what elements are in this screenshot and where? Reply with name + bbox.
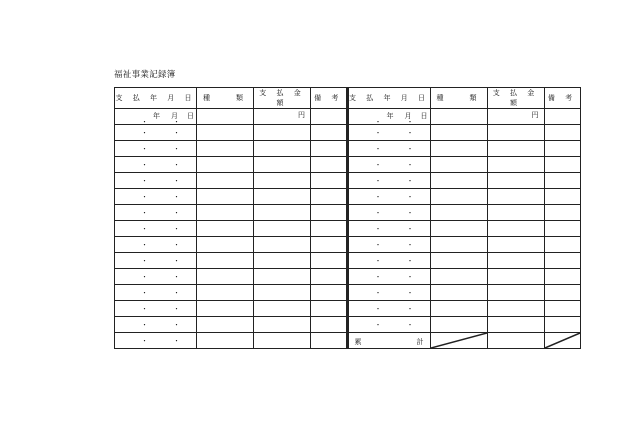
total-label-char: 累 [354,338,362,346]
date-separator-dot: ・ [141,305,148,313]
note-cell[interactable] [544,125,580,141]
header-amount: 支 払 金 額 [487,88,544,109]
kind-cell[interactable] [197,173,254,189]
date-cell[interactable] [348,221,430,237]
date-separator-dot: ・ [173,337,180,345]
date-separator-dot: ・ [141,177,148,185]
note-cell[interactable] [311,301,347,317]
date-cell[interactable] [348,317,430,333]
date-separator-dot: ・ [374,305,382,313]
kind-cell[interactable] [430,109,487,125]
amount-cell[interactable] [254,301,311,317]
note-cell[interactable] [544,237,580,253]
amount-cell[interactable] [487,269,544,285]
ledger-row [348,157,580,173]
date-unit-label: 日 [420,112,428,120]
date-separator-dot: ・ [173,289,180,297]
ledger-row [348,109,580,125]
note-cell[interactable] [544,157,580,173]
date-separator-dot: ・ [173,321,180,329]
date-separator-dot: ・ [141,273,148,281]
date-separator-dot: ・ [374,273,382,281]
kind-cell[interactable] [430,317,487,333]
ledger-row [348,301,580,317]
date-separator-dot: ・ [141,209,148,217]
date-cell[interactable] [348,109,430,125]
note-cell[interactable] [311,237,347,253]
date-separator-dot: ・ [173,273,180,281]
date-cell[interactable] [348,301,430,317]
kind-cell[interactable] [197,237,254,253]
date-unit-label: 月 [171,112,178,120]
note-cell[interactable] [544,269,580,285]
ledger-left [114,87,348,349]
note-cell[interactable] [544,285,580,301]
kind-cell[interactable] [430,173,487,189]
amount-cell[interactable] [487,253,544,269]
date-cell[interactable] [348,173,430,189]
note-cell[interactable] [311,221,347,237]
date-separator-dot: ・ [374,145,382,153]
kind-cell[interactable] [197,141,254,157]
amount-cell[interactable] [487,189,544,205]
ledger-row [115,317,347,333]
amount-cell[interactable] [487,237,544,253]
kind-cell[interactable] [430,253,487,269]
date-cell[interactable] [348,269,430,285]
yen-unit-label: 円 [298,111,305,119]
ledger-row [115,173,347,189]
date-cell[interactable] [348,253,430,269]
note-cell[interactable] [311,205,347,221]
header-note: 備 考 [544,88,580,109]
ledger-row [115,109,347,125]
amount-cell[interactable] [254,237,311,253]
amount-cell[interactable] [487,205,544,221]
document-title: 福祉事業記録簿 [114,70,176,80]
date-separator-dot: ・ [173,161,180,169]
kind-cell[interactable] [197,109,254,125]
date-cell[interactable] [115,157,197,173]
header-row [348,88,580,109]
note-cell[interactable] [311,141,347,157]
date-separator-dot: ・ [374,321,382,329]
header-kind: 種 類 [197,88,254,109]
total-row [348,333,580,349]
kind-cell[interactable] [430,125,487,141]
note-cell[interactable] [544,301,580,317]
date-cell[interactable] [115,109,197,125]
date-cell[interactable] [115,141,197,157]
kind-cell[interactable] [430,237,487,253]
amount-cell[interactable] [254,285,311,301]
date-cell[interactable] [348,141,430,157]
date-separator-dot: ・ [374,209,382,217]
amount-cell[interactable] [254,173,311,189]
date-separator-dot: ・ [374,161,382,169]
header-note: 備 考 [311,88,347,109]
kind-cell[interactable] [197,125,254,141]
ledger-row [115,221,347,237]
note-cell[interactable] [544,317,580,333]
date-separator-dot: ・ [406,257,414,265]
date-separator-dot: ・ [406,289,414,297]
kind-cell[interactable] [197,189,254,205]
date-separator-dot: ・ [173,257,180,265]
date-separator-dot: ・ [406,241,414,249]
date-separator-dot: ・ [173,129,180,137]
amount-cell[interactable] [254,189,311,205]
date-separator-dot: ・ [374,177,382,185]
date-separator-dot: ・ [173,193,180,201]
amount-cell[interactable] [254,125,311,141]
kind-cell[interactable] [430,189,487,205]
diagonal-strike [431,333,487,348]
amount-cell[interactable] [487,317,544,333]
date-separator-dot: ・ [141,225,148,233]
ledger-row [348,189,580,205]
total-label-cell [348,333,430,349]
header-row [115,88,347,109]
date-separator-dot: ・ [141,257,148,265]
date-separator-dot: ・ [406,225,414,233]
date-cell[interactable] [115,317,197,333]
date-unit-label: 年 [153,112,160,120]
ledger-row [115,285,347,301]
note-cell[interactable] [311,189,347,205]
amount-cell[interactable] [254,317,311,333]
date-separator-dot: ・ [141,321,148,329]
date-separator-dot: ・ [406,177,414,185]
ledger-row [348,269,580,285]
date-separator-dot: ・ [406,305,414,313]
date-separator-dot: ・ [141,118,148,125]
date-separator-dot: ・ [141,289,148,297]
note-cell[interactable] [311,125,347,141]
date-separator-dot: ・ [173,305,180,313]
ledger-row [115,237,347,253]
ledger-row [115,333,347,349]
total-label-char: 計 [416,338,424,346]
ledger-row [115,189,347,205]
total-note-cell [544,333,580,349]
amount-cell[interactable] [487,221,544,237]
date-separator-dot: ・ [173,177,180,185]
ledger-row [115,301,347,317]
amount-cell[interactable] [254,141,311,157]
date-separator-dot: ・ [374,289,382,297]
kind-cell[interactable] [430,157,487,173]
total-kind-cell [430,333,487,349]
amount-cell[interactable] [254,253,311,269]
date-unit-label: 年 [386,112,394,120]
ledger-row [348,221,580,237]
kind-cell[interactable] [197,157,254,173]
date-unit-label: 月 [404,112,412,120]
note-cell[interactable] [544,189,580,205]
amount-cell[interactable] [487,301,544,317]
date-cell[interactable] [348,237,430,253]
note-cell[interactable] [311,157,347,173]
date-separator-dot: ・ [406,273,414,281]
note-cell[interactable] [544,221,580,237]
kind-cell[interactable] [197,301,254,317]
ledger-row [115,269,347,285]
kind-cell[interactable] [197,285,254,301]
amount-cell[interactable] [487,141,544,157]
amount-cell[interactable] [487,285,544,301]
note-cell[interactable] [311,269,347,285]
amount-cell[interactable] [487,173,544,189]
kind-cell[interactable] [430,205,487,221]
note-cell[interactable] [544,205,580,221]
date-cell[interactable] [115,173,197,189]
ledger-row [348,141,580,157]
date-cell[interactable] [348,157,430,173]
kind-cell[interactable] [430,269,487,285]
date-separator-dot: ・ [141,337,148,345]
date-cell[interactable] [115,221,197,237]
note-cell[interactable] [311,317,347,333]
note-cell[interactable] [544,253,580,269]
date-separator-dot: ・ [141,193,148,201]
ledger-row [115,157,347,173]
date-cell[interactable] [348,285,430,301]
date-separator-dot: ・ [173,145,180,153]
date-separator-dot: ・ [406,321,414,329]
date-separator-dot: ・ [406,145,414,153]
amount-cell[interactable] [254,221,311,237]
date-separator-dot: ・ [141,145,148,153]
amount-cell[interactable] [254,109,311,125]
date-separator-dot: ・ [141,241,148,249]
date-cell[interactable] [115,333,197,349]
total-amount-cell[interactable] [487,333,544,349]
ledger-row [348,237,580,253]
note-cell[interactable] [544,109,580,125]
amount-cell[interactable] [487,109,544,125]
header-kind: 種 類 [430,88,487,109]
note-cell[interactable] [311,253,347,269]
ledger-row [115,205,347,221]
amount-cell[interactable] [254,333,311,349]
note-cell[interactable] [544,173,580,189]
note-cell[interactable] [311,285,347,301]
kind-cell[interactable] [197,221,254,237]
amount-cell[interactable] [254,205,311,221]
date-cell[interactable] [115,205,197,221]
kind-cell[interactable] [197,317,254,333]
kind-cell[interactable] [430,285,487,301]
amount-cell[interactable] [487,157,544,173]
header-payment-date: 支 払 年 月 日 [348,88,430,109]
date-separator-dot: ・ [141,129,148,137]
date-cell[interactable] [115,269,197,285]
note-cell[interactable] [311,109,347,125]
header-amount: 支 払 金 額 [254,88,311,109]
diagonal-strike [545,333,580,348]
date-separator-dot: ・ [406,161,414,169]
date-separator-dot: ・ [406,118,414,125]
ledger-row [348,205,580,221]
date-separator-dot: ・ [374,193,382,201]
date-cell[interactable] [115,125,197,141]
ledger-row [348,173,580,189]
amount-cell[interactable] [487,125,544,141]
ledger-row [348,317,580,333]
date-separator-dot: ・ [173,241,180,249]
date-cell[interactable] [115,237,197,253]
date-cell[interactable] [115,189,197,205]
header-payment-date: 支 払 年 月 日 [115,88,197,109]
date-separator-dot: ・ [173,118,180,125]
kind-cell[interactable] [197,205,254,221]
ledger-row [115,125,347,141]
note-cell[interactable] [311,333,347,349]
date-cell[interactable] [115,253,197,269]
yen-unit-label: 円 [531,111,539,119]
date-unit-label: 日 [187,112,194,120]
ledger-row [115,141,347,157]
ledger-row [115,253,347,269]
kind-cell[interactable] [430,221,487,237]
date-cell[interactable] [348,125,430,141]
ledger-row [348,285,580,301]
ledger-row [348,253,580,269]
kind-cell[interactable] [197,269,254,285]
kind-cell[interactable] [197,253,254,269]
date-separator-dot: ・ [374,129,382,137]
note-cell[interactable] [311,173,347,189]
date-cell[interactable] [115,285,197,301]
kind-cell[interactable] [197,333,254,349]
date-cell[interactable] [348,189,430,205]
date-separator-dot: ・ [374,257,382,265]
date-separator-dot: ・ [141,161,148,169]
date-separator-dot: ・ [406,209,414,217]
date-separator-dot: ・ [173,209,180,217]
amount-cell[interactable] [254,269,311,285]
ledger-table [114,87,581,349]
note-cell[interactable] [544,141,580,157]
date-separator-dot: ・ [406,129,414,137]
ledger-row [348,125,580,141]
date-cell[interactable] [348,205,430,221]
kind-cell[interactable] [430,301,487,317]
date-cell[interactable] [115,301,197,317]
kind-cell[interactable] [430,141,487,157]
date-separator-dot: ・ [406,193,414,201]
date-separator-dot: ・ [374,225,382,233]
date-separator-dot: ・ [374,241,382,249]
date-separator-dot: ・ [374,118,382,125]
amount-cell[interactable] [254,157,311,173]
ledger-right [348,87,581,349]
date-separator-dot: ・ [173,225,180,233]
